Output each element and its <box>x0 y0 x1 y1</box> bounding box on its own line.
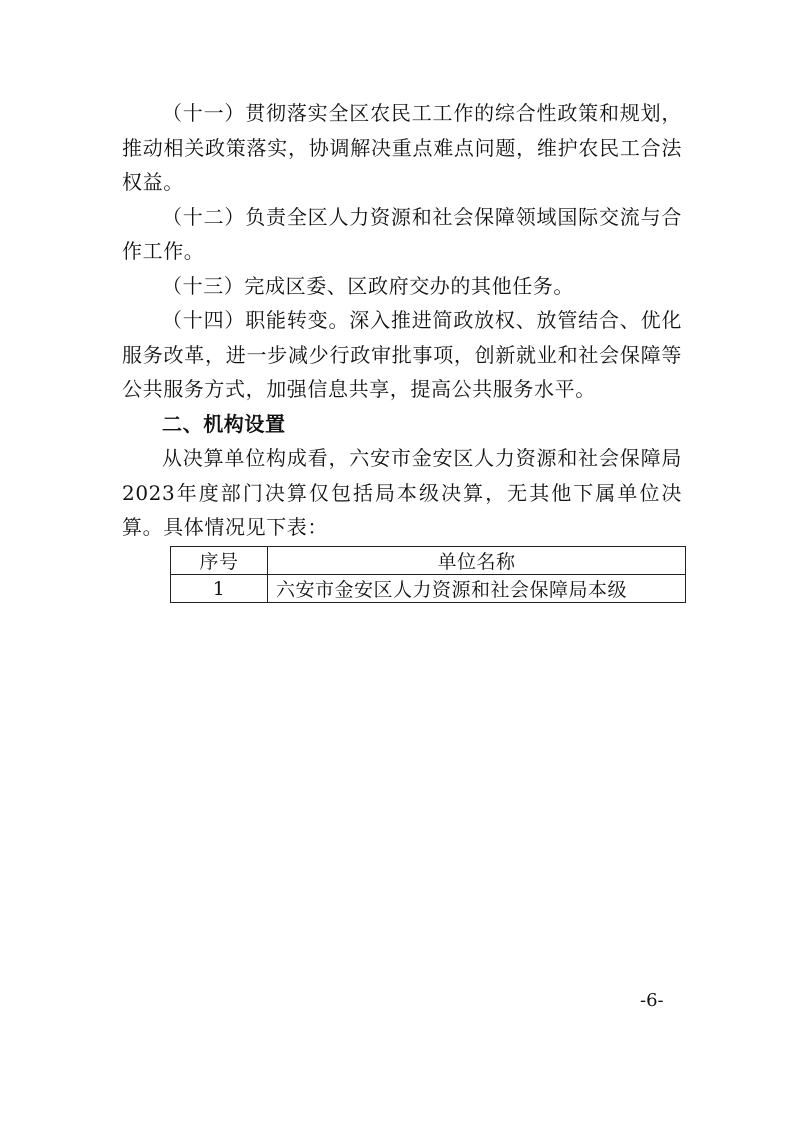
table-header-row <box>171 547 686 575</box>
table-row <box>171 575 686 603</box>
section-heading: 二、机构设置 <box>162 411 286 436</box>
unit-table <box>170 546 686 603</box>
page-number: -6- <box>640 990 664 1011</box>
table-cell-name: 六安市金安区人力资源和社会保障局本级 <box>268 575 686 603</box>
paragraph-14: （十四）职能转变。深入推进简政放权、放管结合、优化服务改革，进一步减少行政审批事项，创新就业和社会保障等公共服务方式，加强信息共享，提高公共服务水平。 <box>122 308 682 401</box>
document-body <box>122 96 682 545</box>
paragraph-13: （十三）完成区委、区政府交办的其他任务。 <box>162 273 574 298</box>
table-header-name: 单位名称 <box>268 547 686 575</box>
table-cell-seq: 1 <box>171 575 268 603</box>
paragraph-11: （十一）贯彻落实全区农民工工作的综合性政策和规划，推动相关政策落实，协调解决重点难点问题，维护农民工合法权益。 <box>122 101 682 194</box>
table-header-seq: 序号 <box>171 547 268 575</box>
section-intro: 从决算单位构成看，六安市金安区人力资源和社会保障局2023年度部门决算仅包括局本级决算，无其他下属单位决算。具体情况见下表： <box>122 446 682 539</box>
paragraph-12: （十二）负责全区人力资源和社会保障领域国际交流与合作工作。 <box>122 204 682 263</box>
